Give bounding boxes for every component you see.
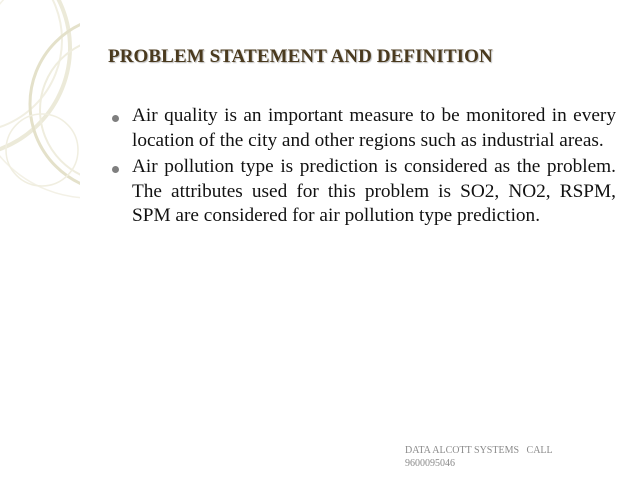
bullet-text: Air quality is an important measure to be monitored in every location of the city and other regions such as industrial areas. [132, 105, 616, 151]
bullet-dot-icon [112, 166, 119, 173]
bullet-list [110, 104, 616, 231]
bullet-item [110, 104, 616, 153]
slide-title: PROBLEM STATEMENT AND DEFINITION [108, 46, 493, 67]
bullet-text: Air pollution type is prediction is considered as the problem. The attributes used for this problem is SO2, NO2, RSPM, SPM are considered for air pollution type prediction. [132, 156, 616, 226]
footer-company-line: DATA ALCOTT SYSTEMS CALL [405, 445, 553, 456]
bullet-item [110, 155, 616, 229]
footer-phone-line: 9600095046 [405, 458, 455, 469]
decorative-circles-icon [0, 0, 80, 478]
footer [405, 444, 605, 470]
bullet-dot-icon [112, 115, 119, 122]
